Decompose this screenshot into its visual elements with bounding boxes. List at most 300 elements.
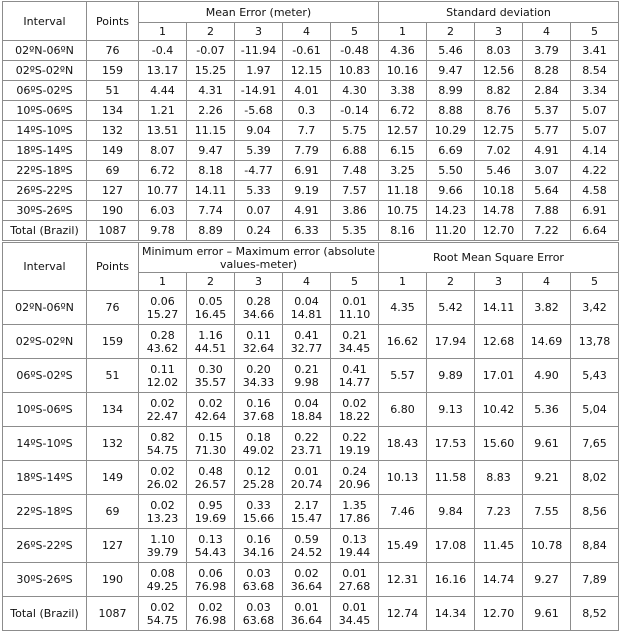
- interval-cell: 22ºS-18ºS: [3, 495, 87, 529]
- min-error-value: 0.11: [246, 328, 271, 342]
- rmse-cell: 11.45: [475, 529, 523, 563]
- min-error-value: 0.24: [342, 464, 367, 478]
- interval-cell: Total (Brazil): [3, 221, 87, 241]
- min-max-cell: [331, 597, 379, 631]
- std-dev-cell: 12.56: [475, 61, 523, 81]
- mean-error-cell: -5.68: [235, 101, 283, 121]
- std-dev-cell: 3.41: [571, 41, 619, 61]
- rmse-cell: 9.61: [523, 597, 571, 631]
- table-row: [3, 393, 619, 427]
- std-dev-cell: 10.18: [475, 181, 523, 201]
- min-error-value: 0.01: [342, 600, 367, 614]
- rmse-cell: 8,02: [571, 461, 619, 495]
- min-error-value: 0.05: [198, 294, 223, 308]
- interval-cell: 02ºS-02ºN: [3, 325, 87, 359]
- min-error-value: 0.16: [246, 532, 271, 546]
- max-error-value: 15.27: [146, 307, 179, 321]
- rmse-cell: 13,78: [571, 325, 619, 359]
- min-max-cell: [139, 427, 187, 461]
- col-header-points: Points: [87, 243, 139, 291]
- interval-cell: 14ºS-10ºS: [3, 427, 87, 461]
- group-header-standard-deviation: Standard deviation: [379, 2, 619, 23]
- col-header-minmax-3: 3: [235, 273, 283, 291]
- mean-error-cell: 5.75: [331, 121, 379, 141]
- points-cell: 190: [87, 201, 139, 221]
- std-dev-cell: 3.07: [523, 161, 571, 181]
- std-dev-cell: 4.14: [571, 141, 619, 161]
- min-max-cell: [139, 359, 187, 393]
- mean-error-cell: 2.26: [187, 101, 235, 121]
- table-row: [3, 495, 619, 529]
- rmse-cell: 17.01: [475, 359, 523, 393]
- max-error-value: 34.45: [338, 341, 371, 355]
- max-error-value: 44.51: [194, 341, 227, 355]
- min-max-cell: [187, 359, 235, 393]
- mean-error-cell: 6.33: [283, 221, 331, 241]
- max-error-value: 15.66: [242, 511, 275, 525]
- std-dev-cell: 7.88: [523, 201, 571, 221]
- mean-error-cell: 9.19: [283, 181, 331, 201]
- rmse-cell: 10.42: [475, 393, 523, 427]
- points-cell: 132: [87, 427, 139, 461]
- mean-error-cell: 13.51: [139, 121, 187, 141]
- mean-error-cell: 5.35: [331, 221, 379, 241]
- min-max-cell: [139, 291, 187, 325]
- rmse-cell: 10.78: [523, 529, 571, 563]
- table-row: [3, 461, 619, 495]
- min-error-value: 0.21: [342, 328, 367, 342]
- mean-error-cell: 4.30: [331, 81, 379, 101]
- table-row: [3, 359, 619, 393]
- min-max-cell: [187, 529, 235, 563]
- rmse-cell: 12.31: [379, 563, 427, 597]
- min-max-cell: [283, 427, 331, 461]
- interval-cell: 26ºS-22ºS: [3, 181, 87, 201]
- min-error-value: 0.01: [294, 600, 319, 614]
- mean-error-cell: 11.15: [187, 121, 235, 141]
- std-dev-cell: 10.16: [379, 61, 427, 81]
- max-error-value: 71.30: [194, 443, 227, 457]
- points-cell: 149: [87, 461, 139, 495]
- max-error-value: 13.23: [146, 511, 179, 525]
- table-row: [3, 427, 619, 461]
- min-error-value: 0.02: [198, 600, 223, 614]
- interval-cell: 18ºS-14ºS: [3, 461, 87, 495]
- max-error-value: 35.57: [194, 375, 227, 389]
- col-header-points: Points: [87, 2, 139, 41]
- min-error-value: 0.20: [246, 362, 271, 376]
- points-cell: 190: [87, 563, 139, 597]
- mean-error-cell: 6.72: [139, 161, 187, 181]
- mean-error-cell: -0.4: [139, 41, 187, 61]
- rmse-cell: 3.82: [523, 291, 571, 325]
- max-error-value: 18.22: [338, 409, 371, 423]
- rmse-cell: 14.34: [427, 597, 475, 631]
- interval-cell: 06ºS-02ºS: [3, 359, 87, 393]
- interval-cell: 30ºS-26ºS: [3, 563, 87, 597]
- min-error-value: 0.18: [246, 430, 271, 444]
- rmse-cell: 9.21: [523, 461, 571, 495]
- max-error-value: 26.57: [194, 477, 227, 491]
- table-row: [3, 291, 619, 325]
- mean-error-cell: -14.91: [235, 81, 283, 101]
- std-dev-cell: 3.34: [571, 81, 619, 101]
- table-row: [3, 141, 619, 161]
- min-max-cell: [139, 393, 187, 427]
- max-error-value: 26.02: [146, 477, 179, 491]
- min-max-cell: [235, 597, 283, 631]
- min-max-cell: [139, 529, 187, 563]
- std-dev-cell: 10.29: [427, 121, 475, 141]
- max-error-value: 14.81: [290, 307, 323, 321]
- interval-cell: 14ºS-10ºS: [3, 121, 87, 141]
- min-max-cell: [331, 325, 379, 359]
- min-max-cell: [235, 393, 283, 427]
- mean-error-cell: 13.17: [139, 61, 187, 81]
- mean-error-cell: 12.15: [283, 61, 331, 81]
- std-dev-cell: 5.07: [571, 121, 619, 141]
- min-error-value: 0.13: [342, 532, 367, 546]
- std-dev-cell: 6.69: [427, 141, 475, 161]
- max-error-value: 17.86: [338, 511, 371, 525]
- max-error-value: 19.69: [194, 511, 227, 525]
- rmse-cell: 5,43: [571, 359, 619, 393]
- std-dev-cell: 9.47: [427, 61, 475, 81]
- mean-error-cell: 4.31: [187, 81, 235, 101]
- max-error-value: 43.62: [146, 341, 179, 355]
- table-row: [3, 597, 619, 631]
- col-header-interval: Interval: [3, 2, 87, 41]
- col-header-mean-3: 3: [235, 23, 283, 41]
- col-header-sd-2: 2: [427, 23, 475, 41]
- std-dev-cell: 6.91: [571, 201, 619, 221]
- min-max-cell: [331, 393, 379, 427]
- rmse-cell: 16.16: [427, 563, 475, 597]
- std-dev-cell: 2.84: [523, 81, 571, 101]
- std-dev-cell: 4.22: [571, 161, 619, 181]
- points-cell: 127: [87, 181, 139, 201]
- max-error-value: 19.44: [338, 545, 371, 559]
- std-dev-cell: 12.70: [475, 221, 523, 241]
- std-dev-cell: 3.38: [379, 81, 427, 101]
- min-error-value: 0.95: [198, 498, 223, 512]
- mean-error-cell: -0.14: [331, 101, 379, 121]
- min-error-value: 0.59: [294, 532, 319, 546]
- mean-error-cell: 9.78: [139, 221, 187, 241]
- interval-cell: 26ºS-22ºS: [3, 529, 87, 563]
- max-error-value: 63.68: [242, 579, 275, 593]
- interval-cell: 02ºN-06ºN: [3, 291, 87, 325]
- max-error-value: 16.45: [194, 307, 227, 321]
- min-error-value: 0.01: [342, 294, 367, 308]
- rmse-cell: 14.69: [523, 325, 571, 359]
- min-error-value: 0.06: [198, 566, 223, 580]
- std-dev-cell: 4.91: [523, 141, 571, 161]
- rmse-cell: 16.62: [379, 325, 427, 359]
- rmse-cell: 7.55: [523, 495, 571, 529]
- max-error-value: 49.25: [146, 579, 179, 593]
- std-dev-cell: 11.20: [427, 221, 475, 241]
- rmse-cell: 14.74: [475, 563, 523, 597]
- std-dev-cell: 12.75: [475, 121, 523, 141]
- interval-cell: 06ºS-02ºS: [3, 81, 87, 101]
- rmse-cell: 4.35: [379, 291, 427, 325]
- min-max-cell: [283, 529, 331, 563]
- mean-error-cell: 7.48: [331, 161, 379, 181]
- group-header-mean-error: Mean Error (meter): [139, 2, 379, 23]
- min-error-value: 0.01: [342, 566, 367, 580]
- points-cell: 76: [87, 291, 139, 325]
- mean-error-cell: 6.91: [283, 161, 331, 181]
- mean-error-cell: 10.83: [331, 61, 379, 81]
- std-dev-cell: 3.79: [523, 41, 571, 61]
- mean-error-cell: 8.18: [187, 161, 235, 181]
- max-error-value: 11.10: [338, 307, 371, 321]
- std-dev-cell: 4.36: [379, 41, 427, 61]
- min-max-cell: [331, 461, 379, 495]
- rmse-cell: 17.08: [427, 529, 475, 563]
- std-dev-cell: 5.07: [571, 101, 619, 121]
- min-max-cell: [283, 291, 331, 325]
- max-error-value: 22.47: [146, 409, 179, 423]
- std-dev-cell: 8.03: [475, 41, 523, 61]
- mean-error-cell: 3.86: [331, 201, 379, 221]
- interval-cell: 18ºS-14ºS: [3, 141, 87, 161]
- min-max-cell: [187, 597, 235, 631]
- max-error-value: 15.47: [290, 511, 323, 525]
- rmse-cell: 5,04: [571, 393, 619, 427]
- points-cell: 159: [87, 61, 139, 81]
- std-dev-cell: 14.78: [475, 201, 523, 221]
- min-max-cell: [235, 359, 283, 393]
- mean-error-cell: 8.07: [139, 141, 187, 161]
- rmse-cell: 7,89: [571, 563, 619, 597]
- min-error-value: 0.13: [198, 532, 223, 546]
- col-header-minmax-1: 1: [139, 273, 187, 291]
- mean-error-cell: 0.3: [283, 101, 331, 121]
- std-dev-cell: 14.23: [427, 201, 475, 221]
- min-error-value: 0.15: [198, 430, 223, 444]
- mean-error-cell: 10.77: [139, 181, 187, 201]
- table-row: [3, 529, 619, 563]
- max-error-value: 14.77: [338, 375, 371, 389]
- table-row: [3, 41, 619, 61]
- col-header-rmse-4: 4: [523, 273, 571, 291]
- min-max-cell: [331, 291, 379, 325]
- min-error-value: 0.21: [294, 362, 319, 376]
- min-error-value: 0.41: [342, 362, 367, 376]
- rmse-cell: 7,65: [571, 427, 619, 461]
- min-max-cell: [331, 495, 379, 529]
- table-row: [3, 81, 619, 101]
- mean-error-cell: 5.33: [235, 181, 283, 201]
- min-error-value: 0.06: [150, 294, 175, 308]
- interval-cell: 10ºS-06ºS: [3, 101, 87, 121]
- max-error-value: 63.68: [242, 613, 275, 627]
- min-max-cell: [235, 325, 283, 359]
- std-dev-cell: 7.22: [523, 221, 571, 241]
- min-error-value: 0.02: [150, 498, 175, 512]
- rmse-cell: 9.84: [427, 495, 475, 529]
- mean-error-cell: 7.57: [331, 181, 379, 201]
- rmse-cell: 5.57: [379, 359, 427, 393]
- rmse-cell: 8,56: [571, 495, 619, 529]
- col-header-mean-1: 1: [139, 23, 187, 41]
- min-max-cell: [235, 291, 283, 325]
- max-error-value: 36.64: [290, 579, 323, 593]
- min-max-cell: [283, 461, 331, 495]
- rmse-cell: 12.70: [475, 597, 523, 631]
- points-cell: 1087: [87, 597, 139, 631]
- max-error-value: 24.52: [290, 545, 323, 559]
- mean-error-cell: 1.97: [235, 61, 283, 81]
- max-error-value: 76.98: [194, 579, 227, 593]
- mean-error-cell: 6.03: [139, 201, 187, 221]
- col-header-rmse-5: 5: [571, 273, 619, 291]
- table-row: [3, 181, 619, 201]
- min-error-value: 0.16: [246, 396, 271, 410]
- std-dev-cell: 6.72: [379, 101, 427, 121]
- table-row: [3, 61, 619, 81]
- col-header-sd-4: 4: [523, 23, 571, 41]
- min-error-value: 0.02: [150, 464, 175, 478]
- min-max-cell: [235, 461, 283, 495]
- min-max-cell: [235, 495, 283, 529]
- std-dev-cell: 5.37: [523, 101, 571, 121]
- rmse-cell: 4.90: [523, 359, 571, 393]
- max-error-value: 32.77: [290, 341, 323, 355]
- mean-error-cell: 4.01: [283, 81, 331, 101]
- points-cell: 159: [87, 325, 139, 359]
- min-error-value: 0.22: [342, 430, 367, 444]
- table-row: [3, 563, 619, 597]
- max-error-value: 18.84: [290, 409, 323, 423]
- mean-error-cell: 0.24: [235, 221, 283, 241]
- min-error-value: 0.03: [246, 600, 271, 614]
- points-cell: 51: [87, 359, 139, 393]
- interval-cell: 10ºS-06ºS: [3, 393, 87, 427]
- min-error-value: 0.02: [150, 396, 175, 410]
- min-error-value: 0.28: [246, 294, 271, 308]
- min-error-value: 0.02: [198, 396, 223, 410]
- rmse-cell: 9.13: [427, 393, 475, 427]
- mean-error-cell: -0.48: [331, 41, 379, 61]
- std-dev-cell: 8.76: [475, 101, 523, 121]
- points-cell: 127: [87, 529, 139, 563]
- std-dev-cell: 6.15: [379, 141, 427, 161]
- std-dev-cell: 8.82: [475, 81, 523, 101]
- table-row: [3, 325, 619, 359]
- std-dev-cell: 5.46: [475, 161, 523, 181]
- table-row: [3, 221, 619, 241]
- min-error-value: 0.28: [150, 328, 175, 342]
- min-error-value: 0.48: [198, 464, 223, 478]
- max-error-value: 42.64: [194, 409, 227, 423]
- max-error-value: 76.98: [194, 613, 227, 627]
- std-dev-cell: 8.28: [523, 61, 571, 81]
- mean-error-cell: 7.7: [283, 121, 331, 141]
- rmse-cell: 7.23: [475, 495, 523, 529]
- min-error-value: 0.12: [246, 464, 271, 478]
- std-dev-cell: 11.18: [379, 181, 427, 201]
- min-error-value: 0.04: [294, 396, 319, 410]
- min-max-cell: [283, 563, 331, 597]
- interval-cell: 02ºS-02ºN: [3, 61, 87, 81]
- col-header-minmax-2: 2: [187, 273, 235, 291]
- max-error-value: 34.45: [338, 613, 371, 627]
- std-dev-cell: 8.99: [427, 81, 475, 101]
- std-dev-cell: 4.58: [571, 181, 619, 201]
- rmse-cell: 9.89: [427, 359, 475, 393]
- mean-error-cell: 9.04: [235, 121, 283, 141]
- mean-error-cell: -4.77: [235, 161, 283, 181]
- mean-error-cell: -0.07: [187, 41, 235, 61]
- mean-error-cell: 7.79: [283, 141, 331, 161]
- rmse-cell: 15.49: [379, 529, 427, 563]
- mean-error-cell: 7.74: [187, 201, 235, 221]
- max-error-value: 32.64: [242, 341, 275, 355]
- mean-error-cell: 14.11: [187, 181, 235, 201]
- rmse-cell: 14.11: [475, 291, 523, 325]
- table-row: [3, 161, 619, 181]
- mean-error-cell: 0.07: [235, 201, 283, 221]
- col-header-minmax-4: 4: [283, 273, 331, 291]
- interval-cell: Total (Brazil): [3, 597, 87, 631]
- std-dev-cell: 12.57: [379, 121, 427, 141]
- group-header-min-max-error: Minimum error – Maximum error (absolute values-meter): [139, 243, 379, 273]
- max-error-value: 54.75: [146, 613, 179, 627]
- std-dev-cell: 5.46: [427, 41, 475, 61]
- rmse-cell: 6.80: [379, 393, 427, 427]
- min-error-value: 2.17: [294, 498, 319, 512]
- max-error-value: 34.33: [242, 375, 275, 389]
- mean-error-cell: 6.88: [331, 141, 379, 161]
- min-max-cell: [283, 359, 331, 393]
- points-cell: 69: [87, 161, 139, 181]
- min-error-value: 1.35: [342, 498, 367, 512]
- col-header-mean-5: 5: [331, 23, 379, 41]
- min-max-cell: [187, 325, 235, 359]
- rmse-cell: 8,52: [571, 597, 619, 631]
- min-max-cell: [139, 325, 187, 359]
- min-error-value: 0.04: [294, 294, 319, 308]
- min-max-cell: [331, 359, 379, 393]
- rmse-cell: 5.42: [427, 291, 475, 325]
- max-error-value: 54.43: [194, 545, 227, 559]
- points-cell: 1087: [87, 221, 139, 241]
- std-dev-cell: 8.54: [571, 61, 619, 81]
- max-error-value: 54.75: [146, 443, 179, 457]
- col-header-rmse-1: 1: [379, 273, 427, 291]
- min-max-cell: [139, 461, 187, 495]
- std-dev-cell: 6.64: [571, 221, 619, 241]
- rmse-cell: 15.60: [475, 427, 523, 461]
- group-header-rmse: Root Mean Square Error: [379, 243, 619, 273]
- mean-error-cell: -0.61: [283, 41, 331, 61]
- min-error-value: 0.02: [150, 600, 175, 614]
- rmse-cell: 8.83: [475, 461, 523, 495]
- mean-error-cell: 15.25: [187, 61, 235, 81]
- rmse-cell: 12.74: [379, 597, 427, 631]
- min-error-value: 0.01: [294, 464, 319, 478]
- min-error-value: 0.08: [150, 566, 175, 580]
- max-error-value: 49.02: [242, 443, 275, 457]
- points-cell: 149: [87, 141, 139, 161]
- col-header-minmax-5: 5: [331, 273, 379, 291]
- min-max-cell: [187, 427, 235, 461]
- min-max-cell: [187, 563, 235, 597]
- std-dev-cell: 7.02: [475, 141, 523, 161]
